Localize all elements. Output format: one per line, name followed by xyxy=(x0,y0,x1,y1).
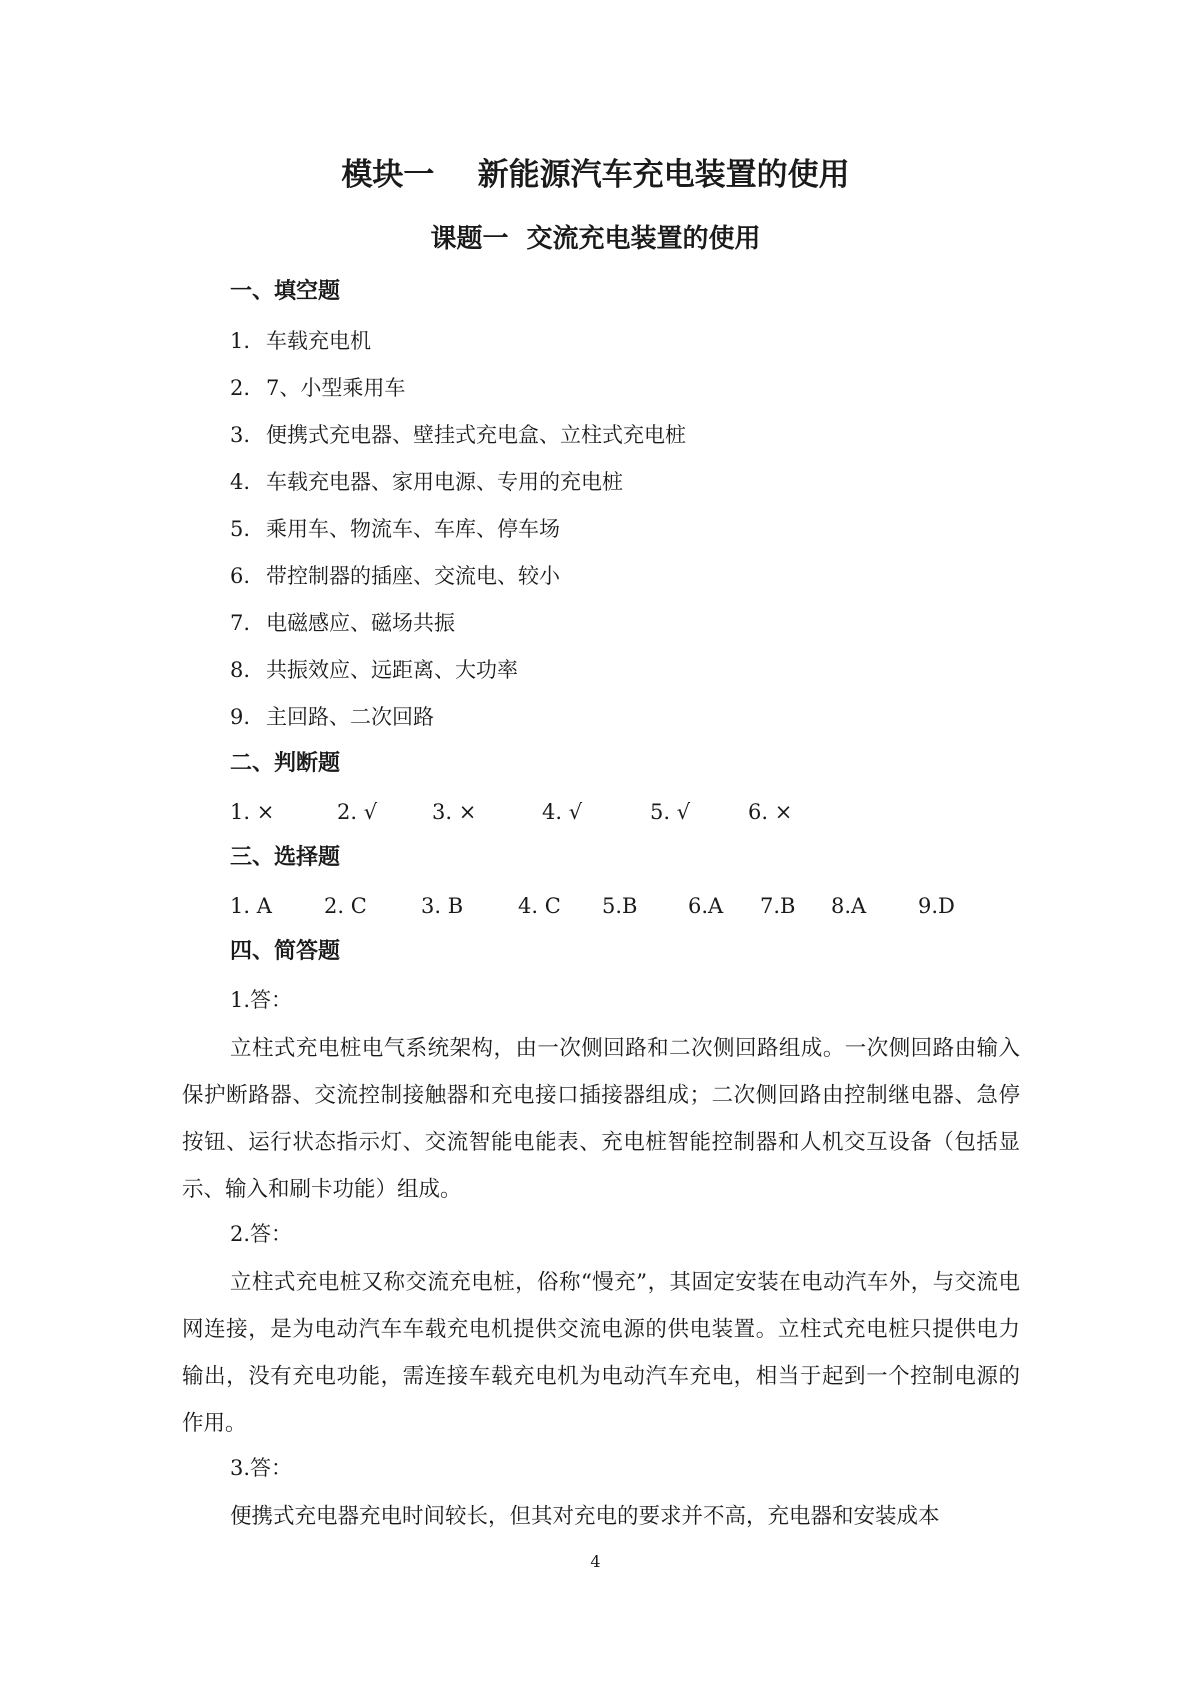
item-text: 电磁感应、磁场共振 xyxy=(266,611,455,635)
fill-blank-item xyxy=(230,467,623,497)
fill-blank-item xyxy=(230,373,405,403)
item-number: 1. xyxy=(230,329,251,353)
choice-answer: 6.A xyxy=(688,894,724,918)
choice-answer: 2. C xyxy=(324,894,367,918)
fill-blank-item xyxy=(230,326,371,356)
item-number: 3. xyxy=(230,423,251,447)
choice-answer: 1. A xyxy=(230,894,272,918)
item-text: 共振效应、远距离、大功率 xyxy=(266,658,518,682)
item-number: 7. xyxy=(230,611,251,635)
answer-label: 1.答： xyxy=(230,988,293,1012)
answer-label: 2.答： xyxy=(230,1222,293,1246)
true-false-answer: 6. × xyxy=(748,800,793,824)
true-false-answers xyxy=(230,797,1030,827)
true-false-answer: 2. √ xyxy=(337,800,378,824)
item-number: 6. xyxy=(230,564,251,588)
answer-label: 3.答： xyxy=(230,1456,293,1480)
answer-paragraph: 便携式充电器充电时间较长，但其对充电的要求并不高，充电器和安装成本 xyxy=(230,1504,940,1529)
item-text: 主回路、二次回路 xyxy=(266,705,434,729)
lesson-title: 课题一 交流充电装置的使用 xyxy=(430,224,761,254)
item-text: 车载充电机 xyxy=(266,329,371,353)
item-number: 8. xyxy=(230,658,251,682)
fill-blank-item xyxy=(230,608,455,638)
item-text: 便携式充电器、壁挂式充电盒、立柱式充电桩 xyxy=(266,423,686,447)
choice-answer: 8.A xyxy=(831,894,867,918)
item-text: 7、小型乘用车 xyxy=(266,376,406,400)
fill-blank-item xyxy=(230,514,560,544)
item-text: 乘用车、物流车、车库、停车场 xyxy=(266,517,560,541)
item-number: 4. xyxy=(230,470,251,494)
item-number: 9. xyxy=(230,705,251,729)
section-heading-true-false: 二、判断题 xyxy=(230,751,341,776)
item-text: 车载充电器、家用电源、专用的充电桩 xyxy=(266,470,623,494)
fill-blank-item xyxy=(230,702,434,732)
choice-answers xyxy=(230,891,1030,921)
choice-answer: 5.B xyxy=(602,894,638,918)
true-false-answer: 1. × xyxy=(230,800,275,824)
section-heading-choice: 三、选择题 xyxy=(230,845,341,870)
choice-answer: 9.D xyxy=(918,894,955,918)
fill-blank-item xyxy=(230,561,560,591)
page-number: 4 xyxy=(590,1552,601,1571)
true-false-answer: 3. × xyxy=(432,800,477,824)
answer-paragraph: 立柱式充电桩又称交流充电桩，俗称“慢充”，其固定安装在电动汽车外，与交流电网连接，是为电动汽车车载充电机提供交流电源的供电装置。立柱式充电桩只提供电力输出，没有充电功能，需连接车载充电机为电动汽车充电，相当于起到一个控制电源的作用。 xyxy=(182,1270,1020,1436)
section-heading-short-answer: 四、简答题 xyxy=(230,939,341,964)
item-number: 2. xyxy=(230,376,251,400)
item-number: 5. xyxy=(230,517,251,541)
choice-answer: 3. B xyxy=(421,894,464,918)
fill-blank-item xyxy=(230,420,686,450)
choice-answer: 7.B xyxy=(760,894,796,918)
answer-paragraph: 立柱式充电桩电气系统架构，由一次侧回路和二次侧回路组成。一次侧回路由输入保护断路器、交流控制接触器和充电接口插接器组成；二次侧回路由控制继电器、急停按钮、运行状态指示灯、交流智能电能表、充电桩智能控制器和人机交互设备（包括显示、输入和刷卡功能）组成。 xyxy=(182,1036,1020,1202)
module-title: 模块一 新能源汽车充电装置的使用 xyxy=(341,157,850,193)
choice-answer: 4. C xyxy=(518,894,561,918)
true-false-answer: 4. √ xyxy=(542,800,583,824)
fill-blank-item xyxy=(230,655,518,685)
section-heading-fill-blank: 一、填空题 xyxy=(230,279,341,304)
true-false-answer: 5. √ xyxy=(650,800,691,824)
item-text: 带控制器的插座、交流电、较小 xyxy=(266,564,560,588)
